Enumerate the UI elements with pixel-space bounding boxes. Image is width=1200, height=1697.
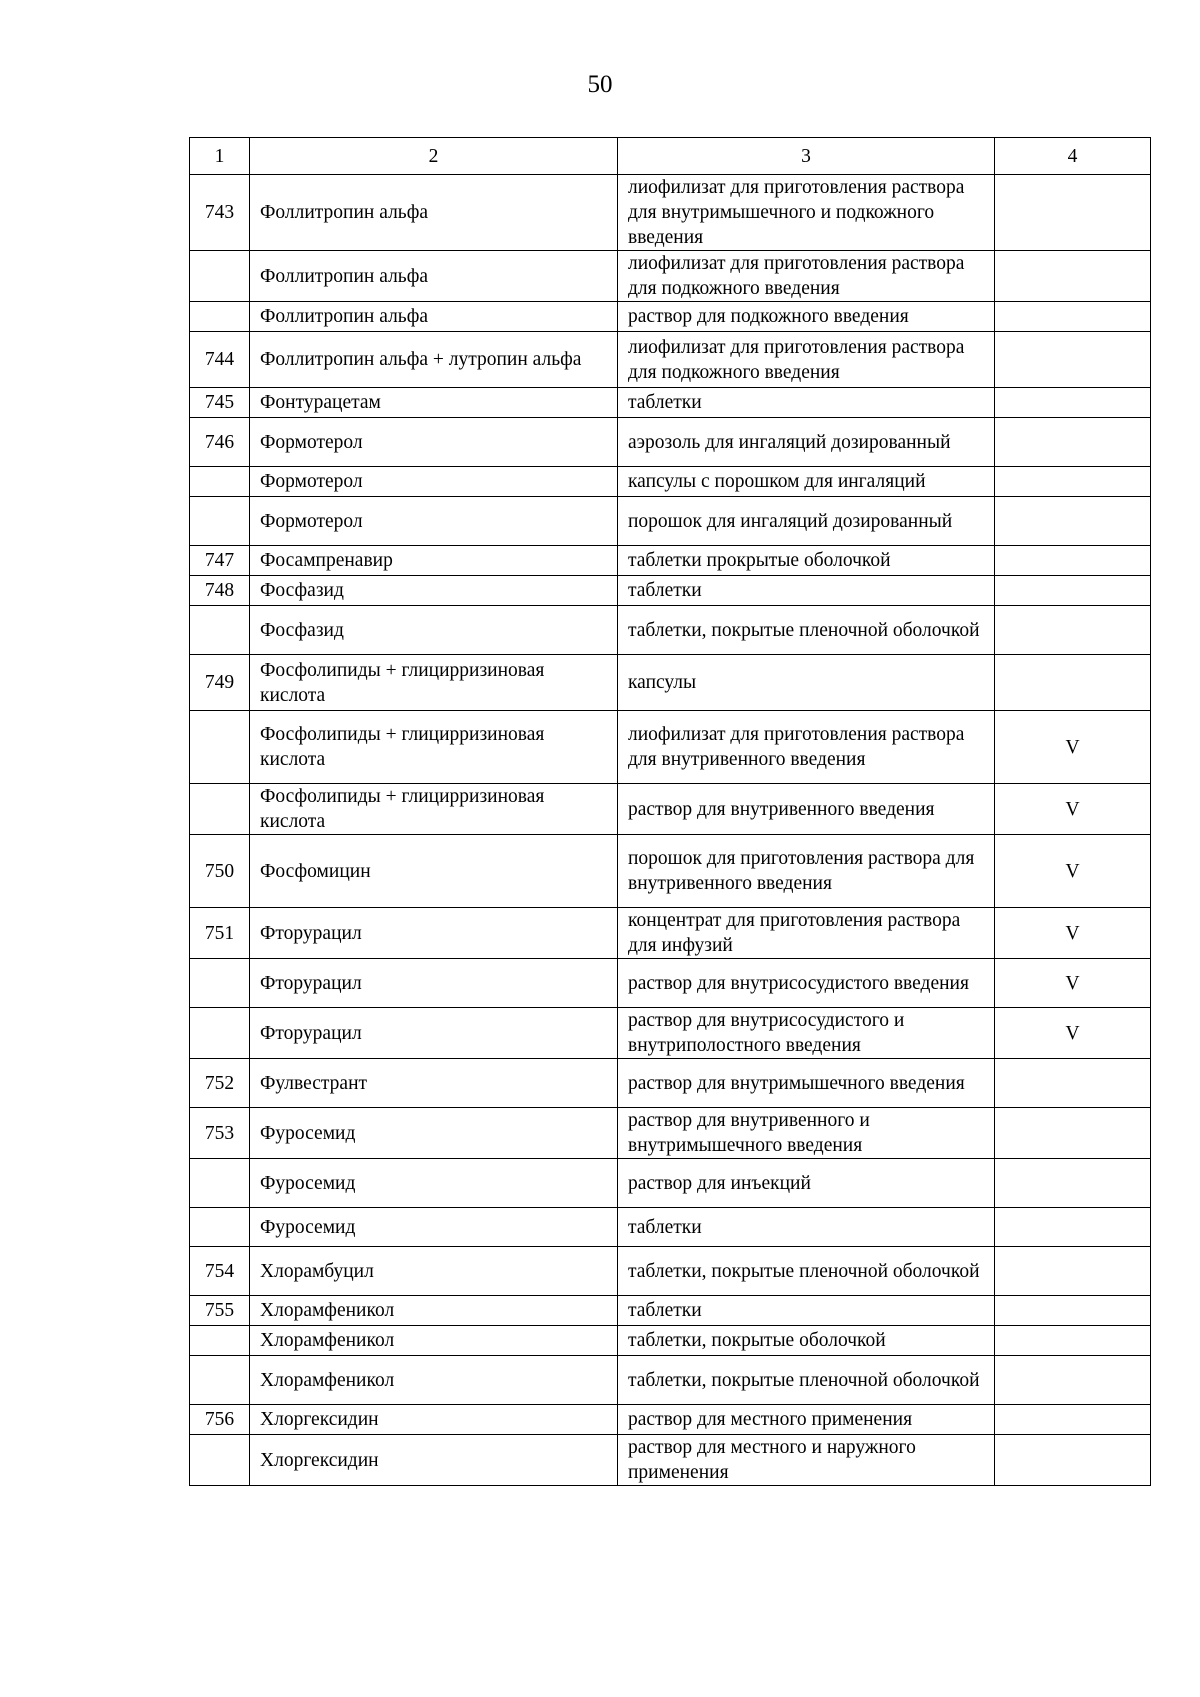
row-number-cell: 748: [190, 576, 250, 606]
drug-name-cell: Фосфазид: [250, 576, 618, 606]
table-row: [190, 332, 1151, 388]
dosage-form-cell: лиофилизат для приготовления раствора для подкожного введения: [618, 251, 995, 302]
dosage-form-cell: капсулы с порошком для ингаляций: [618, 467, 995, 497]
dosage-form-cell: порошок для ингаляций дозированный: [618, 497, 995, 546]
table-row: [190, 1356, 1151, 1405]
drug-name-cell: Фуросемид: [250, 1108, 618, 1159]
table-row: [190, 1059, 1151, 1108]
dosage-form-cell: капсулы: [618, 655, 995, 711]
row-number-cell: [190, 1435, 250, 1486]
row-number-cell: 743: [190, 175, 250, 251]
row-number-cell: [190, 1208, 250, 1247]
dosage-form-cell: таблетки, покрытые пленочной оболочкой: [618, 1247, 995, 1296]
dosage-form-cell: лиофилизат для приготовления раствора для внутривенного введения: [618, 711, 995, 784]
table-row: [190, 467, 1151, 497]
dosage-form-cell: раствор для местного и наружного применения: [618, 1435, 995, 1486]
table-row: [190, 175, 1151, 251]
dosage-form-cell: таблетки прокрытые оболочкой: [618, 546, 995, 576]
drug-name-cell: Фонтурацетам: [250, 388, 618, 418]
mark-cell: [995, 497, 1151, 546]
mark-cell: [995, 1296, 1151, 1326]
drug-name-cell: Фосфомицин: [250, 835, 618, 908]
table-row: [190, 655, 1151, 711]
drug-name-cell: Фосфолипиды + глицирризиновая кислота: [250, 711, 618, 784]
dosage-form-cell: аэрозоль для ингаляций дозированный: [618, 418, 995, 467]
drug-name-cell: Формотерол: [250, 418, 618, 467]
mark-cell: [995, 175, 1151, 251]
dosage-form-cell: раствор для инъекций: [618, 1159, 995, 1208]
mark-cell: [995, 606, 1151, 655]
drug-name-cell: Фоллитропин альфа: [250, 175, 618, 251]
table-row: [190, 1326, 1151, 1356]
mark-cell: [995, 655, 1151, 711]
drug-name-cell: Формотерол: [250, 467, 618, 497]
row-number-cell: 753: [190, 1108, 250, 1159]
mark-cell: V: [995, 908, 1151, 959]
drug-name-cell: Фоллитропин альфа + лутропин альфа: [250, 332, 618, 388]
mark-cell: [995, 1059, 1151, 1108]
table-row: [190, 546, 1151, 576]
mark-cell: [995, 388, 1151, 418]
row-number-cell: [190, 784, 250, 835]
drug-name-cell: Фосфазид: [250, 606, 618, 655]
drug-name-cell: Хлоргексидин: [250, 1405, 618, 1435]
drug-name-cell: Хлорамфеникол: [250, 1296, 618, 1326]
row-number-cell: [190, 467, 250, 497]
table-row: [190, 251, 1151, 302]
table-row: [190, 418, 1151, 467]
mark-cell: [995, 418, 1151, 467]
mark-cell: V: [995, 711, 1151, 784]
row-number-cell: 746: [190, 418, 250, 467]
dosage-form-cell: таблетки, покрытые оболочкой: [618, 1326, 995, 1356]
drug-name-cell: Хлоргексидин: [250, 1435, 618, 1486]
row-number-cell: 752: [190, 1059, 250, 1108]
row-number-cell: 744: [190, 332, 250, 388]
dosage-form-cell: раствор для внутривенного введения: [618, 784, 995, 835]
row-number-cell: [190, 1326, 250, 1356]
row-number-cell: [190, 1008, 250, 1059]
mark-cell: [995, 467, 1151, 497]
mark-cell: [995, 302, 1151, 332]
mark-cell: V: [995, 1008, 1151, 1059]
mark-cell: [995, 251, 1151, 302]
table-row: [190, 576, 1151, 606]
mark-cell: [995, 332, 1151, 388]
drug-name-cell: Фуросемид: [250, 1208, 618, 1247]
row-number-cell: [190, 1159, 250, 1208]
mark-cell: V: [995, 835, 1151, 908]
dosage-form-cell: таблетки: [618, 1208, 995, 1247]
table-row: [190, 388, 1151, 418]
dosage-form-cell: раствор для местного применения: [618, 1405, 995, 1435]
drug-name-cell: Формотерол: [250, 497, 618, 546]
row-number-cell: 751: [190, 908, 250, 959]
dosage-form-cell: лиофилизат для приготовления раствора для подкожного введения: [618, 332, 995, 388]
drug-name-cell: Фуросемид: [250, 1159, 618, 1208]
table-row: [190, 1008, 1151, 1059]
table-row: [190, 835, 1151, 908]
table-row: [190, 606, 1151, 655]
mark-cell: [995, 1208, 1151, 1247]
table-row: [190, 497, 1151, 546]
dosage-form-cell: раствор для внутрисосудистого введения: [618, 959, 995, 1008]
page-number: 50: [587, 71, 613, 98]
header-col-1: 1: [190, 138, 250, 175]
mark-cell: [995, 1108, 1151, 1159]
mark-cell: [995, 1435, 1151, 1486]
row-number-cell: 750: [190, 835, 250, 908]
row-number-cell: 754: [190, 1247, 250, 1296]
mark-cell: V: [995, 784, 1151, 835]
drug-name-cell: Фосфолипиды + глицирризиновая кислота: [250, 655, 618, 711]
row-number-cell: 756: [190, 1405, 250, 1435]
table-row: [190, 1159, 1151, 1208]
header-col-4: 4: [995, 138, 1151, 175]
drug-name-cell: Фторурацил: [250, 908, 618, 959]
table-row: [190, 959, 1151, 1008]
mark-cell: [995, 1247, 1151, 1296]
table-row: [190, 1208, 1151, 1247]
dosage-form-cell: таблетки: [618, 1296, 995, 1326]
dosage-form-cell: концентрат для приготовления раствора для инфузий: [618, 908, 995, 959]
header-row: [190, 138, 1151, 175]
drug-name-cell: Фулвестрант: [250, 1059, 618, 1108]
table-row: [190, 784, 1151, 835]
drug-table: [189, 137, 1151, 1486]
drug-name-cell: Фторурацил: [250, 1008, 618, 1059]
table-row: [190, 1247, 1151, 1296]
drug-name-cell: Фторурацил: [250, 959, 618, 1008]
row-number-cell: [190, 606, 250, 655]
mark-cell: [995, 1326, 1151, 1356]
dosage-form-cell: таблетки, покрытые пленочной оболочкой: [618, 606, 995, 655]
mark-cell: [995, 576, 1151, 606]
dosage-form-cell: таблетки: [618, 388, 995, 418]
row-number-cell: [190, 959, 250, 1008]
table-row: [190, 711, 1151, 784]
header-col-3: 3: [618, 138, 995, 175]
table-row: [190, 1405, 1151, 1435]
dosage-form-cell: лиофилизат для приготовления раствора для внутримышечного и подкожного введения: [618, 175, 995, 251]
table-row: [190, 1435, 1151, 1486]
table-row: [190, 1296, 1151, 1326]
table-header: [190, 138, 1151, 175]
dosage-form-cell: таблетки: [618, 576, 995, 606]
drug-name-cell: Фоллитропин альфа: [250, 251, 618, 302]
dosage-form-cell: раствор для внутривенного и внутримышечного введения: [618, 1108, 995, 1159]
row-number-cell: 749: [190, 655, 250, 711]
mark-cell: [995, 1405, 1151, 1435]
row-number-cell: 747: [190, 546, 250, 576]
drug-name-cell: Хлорамфеникол: [250, 1356, 618, 1405]
dosage-form-cell: порошок для приготовления раствора для внутривенного введения: [618, 835, 995, 908]
row-number-cell: [190, 1356, 250, 1405]
row-number-cell: [190, 251, 250, 302]
drug-name-cell: Фоллитропин альфа: [250, 302, 618, 332]
drug-name-cell: Фосфолипиды + глицирризиновая кислота: [250, 784, 618, 835]
row-number-cell: [190, 302, 250, 332]
table-body: [190, 175, 1151, 1486]
table-row: [190, 908, 1151, 959]
header-col-2: 2: [250, 138, 618, 175]
table-row: [190, 302, 1151, 332]
mark-cell: V: [995, 959, 1151, 1008]
row-number-cell: [190, 711, 250, 784]
drug-name-cell: Фосампренавир: [250, 546, 618, 576]
table-row: [190, 1108, 1151, 1159]
row-number-cell: 755: [190, 1296, 250, 1326]
drug-name-cell: Хлорамбуцил: [250, 1247, 618, 1296]
dosage-form-cell: раствор для внутримышечного введения: [618, 1059, 995, 1108]
mark-cell: [995, 546, 1151, 576]
drug-name-cell: Хлорамфеникол: [250, 1326, 618, 1356]
row-number-cell: [190, 497, 250, 546]
mark-cell: [995, 1356, 1151, 1405]
row-number-cell: 745: [190, 388, 250, 418]
dosage-form-cell: раствор для внутрисосудистого и внутриполостного введения: [618, 1008, 995, 1059]
dosage-form-cell: раствор для подкожного введения: [618, 302, 995, 332]
mark-cell: [995, 1159, 1151, 1208]
dosage-form-cell: таблетки, покрытые пленочной оболочкой: [618, 1356, 995, 1405]
